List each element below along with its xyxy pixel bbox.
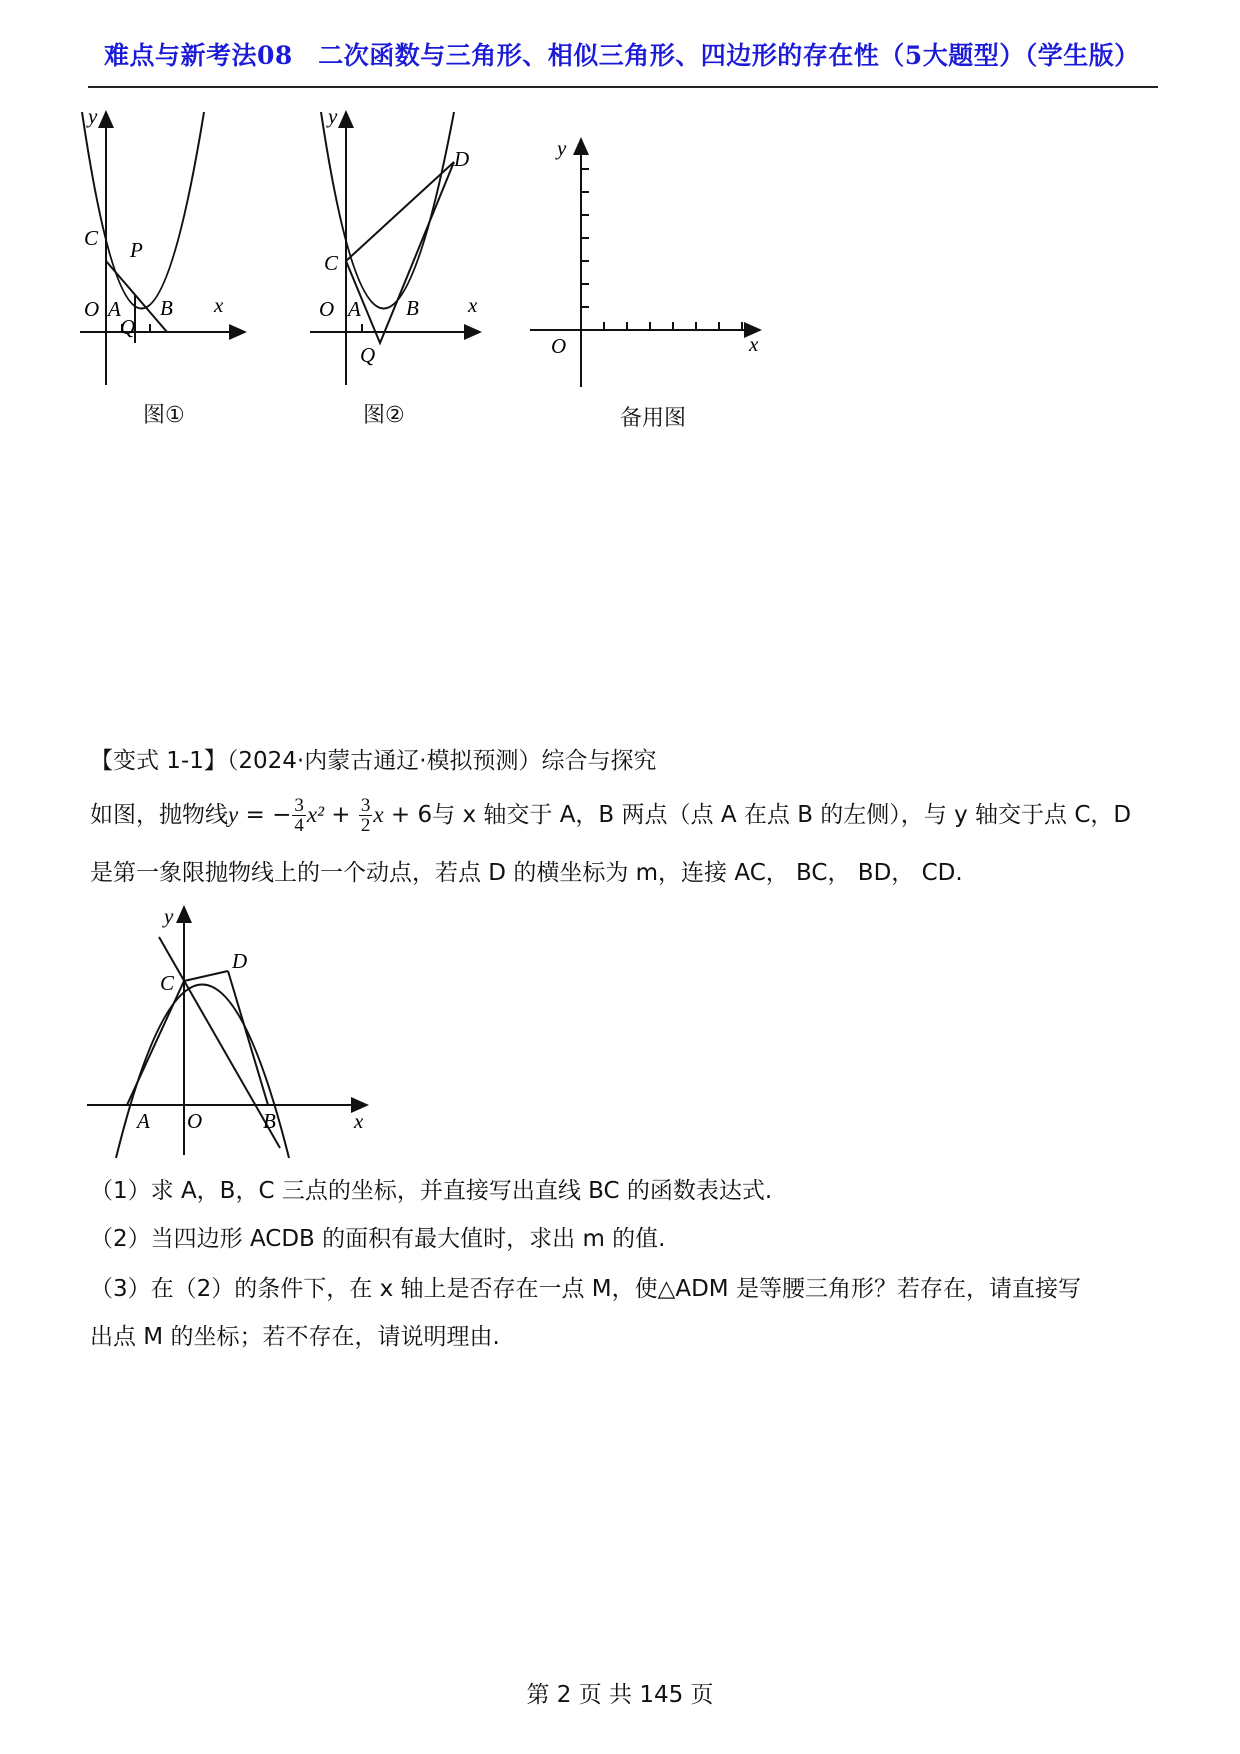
fraction-3-4: $\frac{3}{4}$ [294, 795, 304, 836]
line-bc [159, 937, 280, 1148]
label-d: D [232, 949, 248, 973]
label-a: A [348, 297, 361, 321]
label-b: B [406, 296, 419, 320]
label-c: C [160, 971, 175, 995]
question-3-line-2: 出点 M 的坐标；若不存在，请说明理由. [90, 1324, 500, 1350]
parabola [82, 112, 204, 309]
y-axis-ticks [581, 169, 589, 307]
label-a: A [108, 297, 121, 321]
question-2: （2）当四边形 ACDB 的面积有最大值时，求出 m 的值. [90, 1226, 666, 1252]
eq-x: x [373, 802, 384, 827]
figure-1-caption: 图① [143, 403, 185, 428]
line1-prefix: 如图，抛物线 [90, 802, 228, 828]
label-c: C [84, 226, 99, 250]
figure-main-graph [85, 890, 385, 1160]
problem-heading: 【变式 1-1】（2024·内蒙古通辽·模拟预测）综合与探究 [90, 748, 657, 774]
label-x: x [468, 293, 478, 317]
eq-plus: + [324, 802, 358, 828]
eq-const: + 6 [383, 802, 433, 828]
problem-line-1 [90, 796, 1150, 835]
label-a: A [137, 1109, 150, 1133]
label-o: O [187, 1109, 203, 1133]
eq-y: y [228, 802, 239, 827]
label-y: y [557, 136, 567, 160]
label-y: y [328, 104, 338, 128]
segment-ac [127, 981, 184, 1105]
figure-1 [80, 100, 260, 400]
question-1: （1）求 A，B，C 三点的坐标，并直接写出直线 BC 的函数表达式. [90, 1178, 773, 1204]
x-axis-ticks [604, 322, 742, 330]
label-y: y [164, 904, 174, 928]
eq-x2: x² [306, 802, 324, 827]
label-x: x [749, 332, 759, 356]
label-q: Q [360, 343, 376, 367]
problem-line-2: 是第一象限抛物线上的一个动点，若点 D 的横坐标为 m，连接 AC， BC， BD， CD. [90, 860, 963, 886]
figure-2-graph [310, 100, 500, 400]
line1-suffix: 与 x 轴交于 A，B 两点（点 A 在点 B 的左侧），与 y 轴交于点 C，D [432, 802, 1132, 828]
label-o: O [84, 297, 100, 321]
label-q: Q [120, 315, 136, 339]
label-o: O [551, 334, 567, 358]
fraction-3-2: $\frac{3}{2}$ [360, 795, 371, 836]
figure-1-graph [80, 100, 260, 400]
segment-cd [184, 971, 228, 981]
label-b: B [160, 296, 173, 320]
question-3-line-1: （3）在（2）的条件下，在 x 轴上是否存在一点 M，使△ADM 是等腰三角形？若存在，请直接写 [90, 1276, 1081, 1302]
label-x: x [214, 293, 224, 317]
eq-eq: = − [238, 802, 292, 828]
page-header [88, 36, 1158, 88]
label-x: x [354, 1109, 364, 1133]
header-title: 难点与新考法08 二次函数与三角形、相似三角形、四边形的存在性（5大题型）（学生版） [104, 41, 1140, 70]
label-o: O [319, 297, 335, 321]
label-p: P [130, 238, 143, 262]
label-d: D [454, 147, 470, 171]
label-b: B [263, 1109, 276, 1133]
label-c: C [324, 251, 339, 275]
figure-main [85, 890, 385, 1160]
page-footer: 第 2 页 共 145 页 [526, 1682, 714, 1708]
figure-2-caption: 图② [363, 403, 405, 428]
label-y: y [88, 104, 98, 128]
figure-2 [310, 100, 500, 400]
segment-db [228, 971, 268, 1105]
figure-3-caption: 备用图 [620, 406, 687, 431]
figure-3 [525, 125, 775, 395]
figure-3-graph [525, 125, 775, 395]
